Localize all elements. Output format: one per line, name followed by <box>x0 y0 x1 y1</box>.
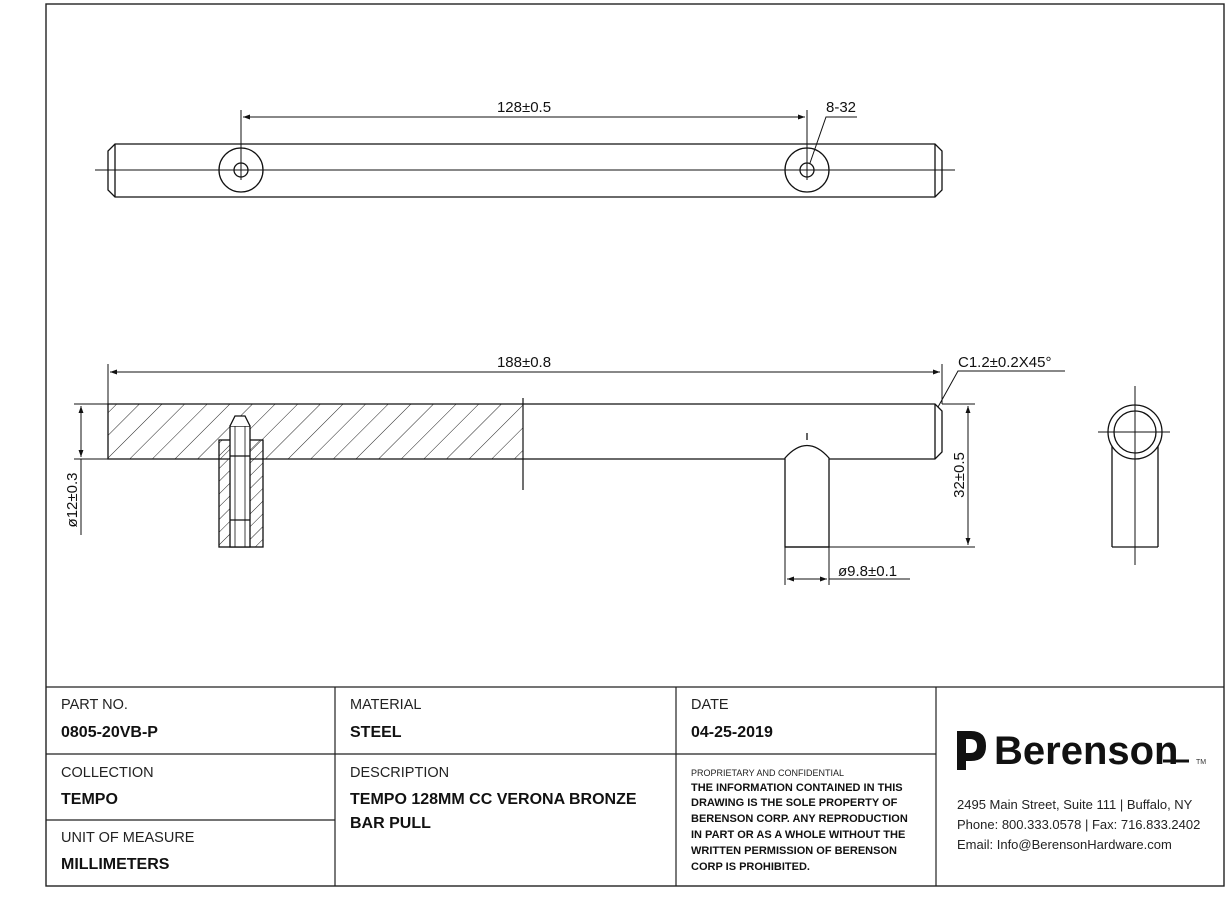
title-block <box>46 687 1224 886</box>
notice-line-3: BERENSON CORP. ANY REPRODUCTION <box>691 813 908 825</box>
thread-leader <box>810 117 857 163</box>
notice-line-5: WRITTEN PERMISSION OF BERENSON <box>691 845 897 857</box>
company-name: Berenson <box>994 729 1179 773</box>
notice-line-2: DRAWING IS THE SOLE PROPERTY OF <box>691 797 898 809</box>
date-value: 04-25-2019 <box>691 724 773 741</box>
side-view <box>74 364 1065 585</box>
mounting-post <box>785 446 829 548</box>
material-value: STEEL <box>350 724 402 741</box>
unit-of-measure-value: MILLIMETERS <box>61 856 170 873</box>
part-no-value: 0805-20VB-P <box>61 724 158 741</box>
section-hatch <box>108 404 523 459</box>
notice-line-6: CORP IS PROHIBITED. <box>691 861 810 873</box>
notice-line-1: THE INFORMATION CONTAINED IN THIS <box>691 782 903 794</box>
part-no-label: PART NO. <box>61 697 128 713</box>
material-label: MATERIAL <box>350 697 422 713</box>
chamfer-leader <box>938 371 1065 407</box>
end-view <box>1098 386 1170 565</box>
post-height-label: 32±0.5 <box>951 452 968 498</box>
date-label: DATE <box>691 697 729 713</box>
overall-length-label: 188±0.8 <box>496 354 552 371</box>
notice-line-4: IN PART OR AS A WHOLE WITHOUT THE <box>691 829 906 841</box>
berenson-logo-mark <box>957 731 986 770</box>
thread-label: 8-32 <box>826 99 857 116</box>
description-label: DESCRIPTION <box>350 765 450 781</box>
berenson-logo <box>957 729 1206 773</box>
chamfer-label: C1.2±0.2X45° <box>958 354 1052 371</box>
trademark: TM <box>1196 759 1207 766</box>
cc-dimension-label: 128±0.5 <box>496 99 552 116</box>
post-diameter-label: ø9.8±0.1 <box>838 563 898 580</box>
company-email: Email: Info@BerensonHardware.com <box>957 837 1172 852</box>
top-view <box>95 110 955 197</box>
collection-value: TEMPO <box>61 791 118 808</box>
unit-of-measure-label: UNIT OF MEASURE <box>61 830 195 846</box>
company-address: 2495 Main Street, Suite 111 | Buffalo, NY <box>957 797 1193 812</box>
description-line-1: TEMPO 128MM CC VERONA BRONZE <box>350 791 637 808</box>
bar-diameter-label: ø12±0.3 <box>64 472 81 528</box>
description-line-2: BAR PULL <box>350 815 431 832</box>
notice-heading: PROPRIETARY AND CONFIDENTIAL <box>691 768 845 778</box>
company-phone: Phone: 800.333.0578 | Fax: 716.833.2402 <box>957 817 1201 832</box>
collection-label: COLLECTION <box>61 765 154 781</box>
